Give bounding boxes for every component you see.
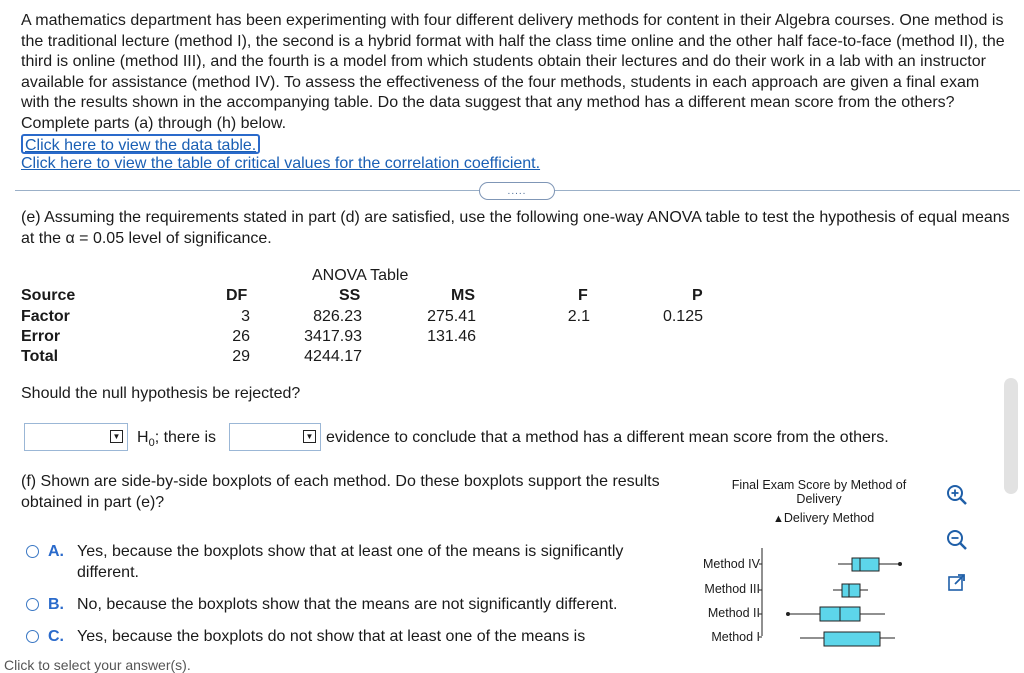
h0-symbol: H [137,429,149,446]
evidence-sentence: evidence to conclude that a method has a different mean score from the others. [326,429,889,446]
boxplot-method-ii [786,607,885,621]
boxplot-method-iii [833,584,868,597]
reject-dropdown[interactable] [24,423,128,451]
radio-a[interactable] [26,545,39,558]
scrollbar-thumb[interactable] [1004,378,1018,494]
h0-subscript: 0 [148,437,155,450]
box [842,584,860,597]
row-total-source: Total [21,348,59,365]
option-a-text: Yes, because the boxplots show that at least one of the means is significantly different. [77,543,624,581]
view-data-table-link[interactable]: Click here to view the data table. [21,134,260,154]
category-label: Method II [707,606,760,620]
header-f: F [578,287,588,304]
header-p: P [692,287,703,304]
open-new-window-icon[interactable] [947,573,967,593]
row-factor-f: 2.1 [567,308,590,325]
option-b[interactable] [22,594,662,616]
radio-c[interactable] [26,630,39,643]
critical-values-link[interactable]: Click here to view the table of critical values for the correlation coefficient. [21,155,541,172]
anova-table-title: ANOVA Table [312,267,409,284]
there-is-text: ; there is [154,429,217,446]
row-total-ss: 4244.17 [304,348,362,365]
row-factor-df: 3 [241,308,250,325]
header-ms: MS [451,287,475,304]
row-factor-p: 0.125 [662,308,703,325]
category-label: Method I [711,630,760,644]
row-error-ss: 3417.93 [304,328,362,345]
boxplot-method-iv [838,558,902,571]
option-c-letter: C. [48,628,64,645]
figure-title: Final Exam Score by Method of Delivery [731,478,907,506]
boxplot-method-i [800,632,895,646]
expand-button[interactable]: ..... [479,182,555,200]
box [852,558,879,571]
option-c[interactable] [22,626,662,645]
outlier [898,562,902,566]
boxplot-figure [700,548,904,644]
dropdown-arrow-icon: ▼ [110,430,123,443]
footer-instruction: Click to select your answer(s). [4,657,191,673]
row-factor-source: Factor [21,308,70,325]
category-label: Method III [704,582,760,596]
zoom-in-icon[interactable] [946,484,968,506]
option-a-letter: A. [48,543,64,560]
dropdown-arrow-icon: ▼ [303,430,316,443]
row-factor-ss: 826.23 [313,308,362,325]
header-ss: SS [339,287,361,304]
option-c-text: Yes, because the boxplots do not show that at least one of the means is [77,628,586,645]
axis-label-text: Delivery Method [783,511,875,525]
reject-question: Should the null hypothesis be rejected? [21,385,301,402]
category-label: Method IV [703,557,760,571]
problem-statement: A mathematics department has been experimenting with four different delivery methods for content in their Algebra courses. One method is the traditional lecture (method I), the second is a hybrid format with half the class time online and the other half face-to-face (method II), the third is online (method III), and the fourth is a model from which students obtain their lectures and do their work in a lab with an instructor available for assistance (method IV). To assess the effectiveness of the four methods, students in each approach are given a final exam with the results shown in the accompanying table. Do the data suggest that any method has a different mean score from the others? Complete parts (a) through (h) below. [21,12,1005,132]
row-total-df: 29 [232,348,250,365]
h0-statement [137,429,216,449]
header-df: DF [226,287,248,304]
option-a[interactable] [22,541,662,583]
up-arrow-icon: ▲ [773,513,784,525]
part-e-prompt: (e) Assuming the requirements stated in part (d) are satisfied, use the following one-way ANOVA table to test the hypothesis of equal means at the α = 0.05 level of significance. [21,209,1010,247]
evidence-dropdown[interactable] [229,423,321,451]
zoom-out-icon[interactable] [946,529,968,551]
axis-label [773,511,874,525]
header-source: Source [21,287,76,304]
part-f-prompt: (f) Shown are side-by-side boxplots of each method. Do these boxplots support the results obtained in part (e)? [21,473,660,511]
row-error-df: 26 [232,328,250,345]
radio-b[interactable] [26,598,39,611]
row-factor-ms: 275.41 [427,308,476,325]
box [824,632,880,646]
row-error-source: Error [21,328,61,345]
option-b-letter: B. [48,596,64,613]
row-error-ms: 131.46 [427,328,476,345]
option-b-text: No, because the boxplots show that the means are not significantly different. [77,596,618,613]
